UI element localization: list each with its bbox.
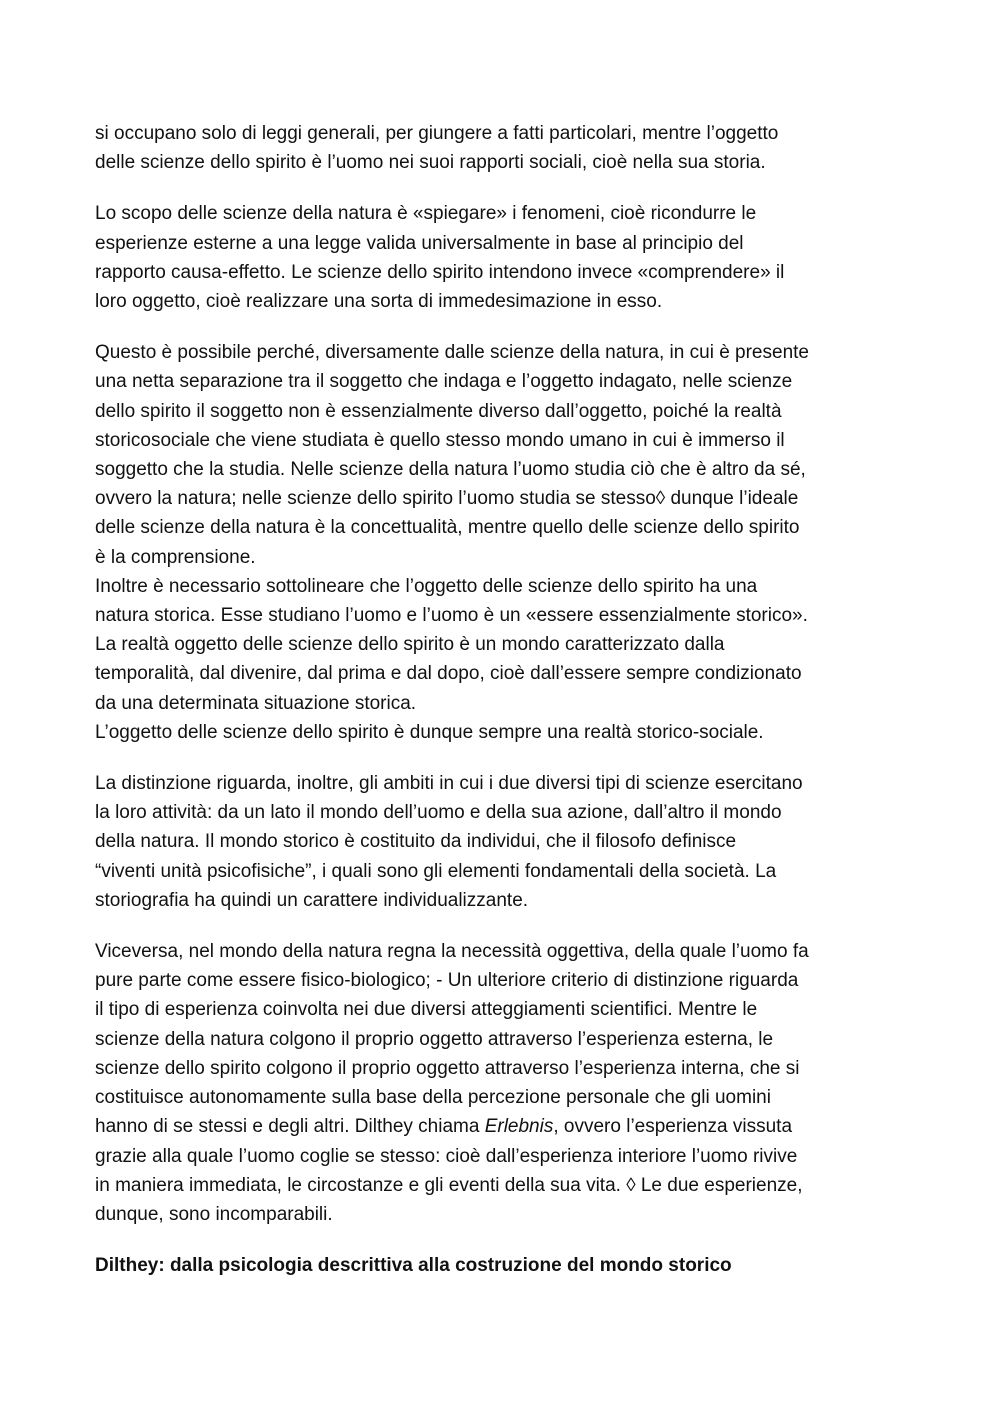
text-line: dello spirito il soggetto non è essenzialmente diverso dall’oggetto, poiché la realtà	[95, 400, 782, 422]
text-line: esperienze esterne a una legge valida universalmente in base al principio del	[95, 232, 744, 254]
text-line: Lo scopo delle scienze della natura è «spiegare» i fenomeni, cioè ricondurre le	[95, 203, 757, 225]
text-line: storicosociale che viene studiata è quello stesso mondo umano in cui è immerso il	[95, 429, 785, 451]
text-line: natura storica. Esse studiano l’uomo e l’uomo è un «essere essenzialmente storico».	[95, 605, 808, 627]
document-page	[95, 119, 915, 1280]
text-line: soggetto che la studia. Nelle scienze della natura l’uomo studia ciò che è altro da sé,	[95, 459, 806, 481]
text-line: è la comprensione.	[95, 546, 256, 568]
text-line: La realtà oggetto delle scienze dello spirito è un mondo caratterizzato dalla	[95, 634, 725, 656]
paragraph-1	[95, 119, 915, 177]
text-line: la loro attività: da un lato il mondo dell’uomo e della sua azione, dall’altro il mondo	[95, 802, 782, 824]
text-line: pure parte come essere fisico-biologico; - Un ulteriore criterio di distinzione riguarda	[95, 970, 799, 992]
text-line: grazie alla quale l’uomo coglie se stesso: cioè dall’esperienza interiore l’uomo rivive	[95, 1145, 798, 1167]
text-line: scienze della natura colgono il proprio oggetto attraverso l’esperienza esterna, le	[95, 1028, 774, 1050]
text-line-with-italic	[95, 1112, 915, 1141]
text-line: da una determinata situazione storica.	[95, 692, 417, 714]
text-line: scienze dello spirito colgono il proprio oggetto attraverso l’esperienza interna, che si	[95, 1057, 800, 1079]
paragraph-3	[95, 338, 915, 747]
text-line: La distinzione riguarda, inoltre, gli ambiti in cui i due diversi tipi di scienze esercitano	[95, 773, 803, 795]
text-line: delle scienze della natura è la concettualità, mentre quello delle scienze dello spirito	[95, 517, 800, 539]
text-line: temporalità, dal divenire, dal prima e dal dopo, cioè dall’essere sempre condizionato	[95, 663, 802, 685]
paragraph-2	[95, 199, 915, 316]
text-line: storiografia ha quindi un carattere individualizzante.	[95, 889, 529, 911]
text-line: dunque, sono incomparabili.	[95, 1203, 333, 1225]
text-line: in maniera immediata, le circostanze e gli eventi della sua vita. ◊ Le due esperienze,	[95, 1174, 803, 1196]
text-line: “viventi unità psicofisiche”, i quali sono gli elementi fondamentali della società. La	[95, 860, 777, 882]
text-line: della natura. Il mondo storico è costituito da individui, che il filosofo definisce	[95, 831, 737, 853]
italic-term: Erlebnis	[484, 1116, 554, 1138]
section-heading: Dilthey: dalla psicologia descrittiva alla costruzione del mondo storico	[95, 1255, 732, 1277]
text-line: una netta separazione tra il soggetto che indaga e l’oggetto indagato, nelle scienze	[95, 371, 793, 393]
text-line: ovvero la natura; nelle scienze dello spirito l’uomo studia se stesso◊ dunque l’ideale	[95, 488, 799, 510]
text-line: il tipo di esperienza coinvolta nei due diversi atteggiamenti scientifici. Mentre le	[95, 999, 758, 1021]
paragraph-5	[95, 937, 915, 1229]
text-line: si occupano solo di leggi generali, per giungere a fatti particolari, mentre l’oggetto	[95, 123, 779, 144]
text-line: loro oggetto, cioè realizzare una sorta di immedesimazione in esso.	[95, 291, 663, 313]
text-line: delle scienze dello spirito è l’uomo nei suoi rapporti sociali, cioè nella sua storia.	[95, 152, 766, 174]
text-segment: , ovvero l’esperienza vissuta	[553, 1116, 793, 1138]
text-line: Questo è possibile perché, diversamente dalle scienze della natura, in cui è presente	[95, 342, 809, 364]
paragraph-4	[95, 769, 915, 915]
text-line: costituisce autonomamente sulla base della percezione personale che gli uomini	[95, 1087, 771, 1109]
text-line: Viceversa, nel mondo della natura regna la necessità oggettiva, della quale l’uomo fa	[95, 941, 809, 963]
text-line: L’oggetto delle scienze dello spirito è dunque sempre una realtà storico-sociale.	[95, 721, 764, 743]
text-segment: hanno di se stessi e degli altri. Dilthey chiama	[95, 1116, 485, 1138]
text-line: rapporto causa-effetto. Le scienze dello spirito intendono invece «comprendere» il	[95, 261, 785, 283]
text-line: Inoltre è necessario sottolineare che l’oggetto delle scienze dello spirito ha una	[95, 575, 758, 597]
